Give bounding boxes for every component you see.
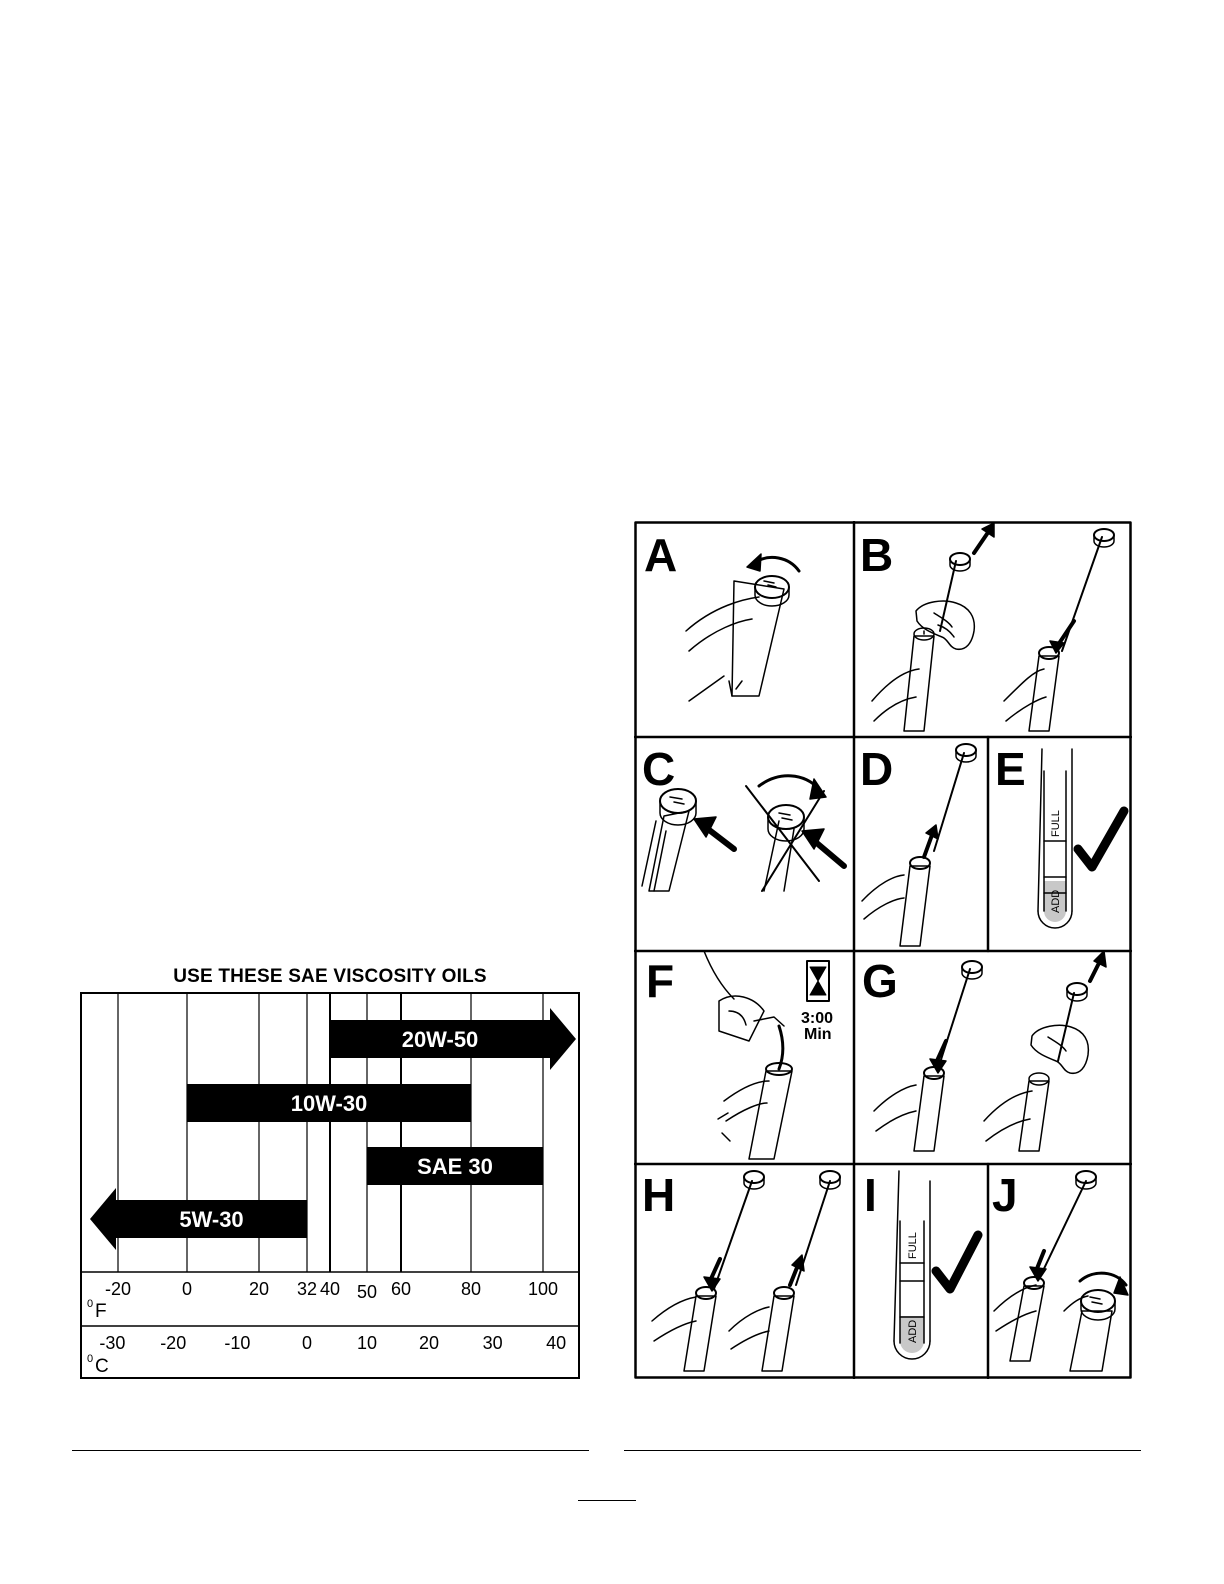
dipstick-full-mark: FULL — [1050, 810, 1062, 837]
c-tick-label: -10 — [224, 1333, 251, 1353]
f-tick-label: 80 — [460, 1279, 482, 1299]
timer-time: 3:00 — [801, 1010, 834, 1027]
step-label-j: J — [992, 1169, 1018, 1221]
f-tick-label: 40 — [319, 1279, 341, 1299]
step-e-dipstick-reading-ok — [1038, 749, 1124, 928]
f-tick-label: 100 — [527, 1279, 559, 1299]
f-tick-label: 50 — [356, 1282, 378, 1302]
step-f-add-oil-illustration — [704, 951, 833, 1159]
divider-left — [72, 1450, 589, 1451]
c-tick-label: -20 — [160, 1333, 187, 1353]
dipstick-full-mark-2: FULL — [907, 1232, 919, 1259]
timer-unit: Min — [804, 1026, 832, 1043]
f-tick-label: 0 — [181, 1279, 193, 1299]
f-tick-label: 20 — [248, 1279, 270, 1299]
oil-check-steps-panel — [634, 521, 1132, 1379]
f-tick-label: 32 — [296, 1279, 318, 1299]
band-label: 20W-50 — [401, 1027, 479, 1052]
band-label: 10W-30 — [290, 1091, 368, 1116]
f-tick-label: 60 — [390, 1279, 412, 1299]
c-tick-label: 10 — [356, 1333, 378, 1353]
step-label-c: C — [642, 743, 676, 795]
band-label: SAE 30 — [417, 1154, 493, 1179]
step-b-wipe-dipstick-illustration — [872, 523, 1114, 731]
celsius-unit: C — [95, 1356, 109, 1377]
f-degree-mark: 0 — [87, 1298, 94, 1310]
step-label-b: B — [860, 529, 894, 581]
band-label: 5W-30 — [179, 1207, 244, 1232]
dipstick-add-mark: ADD — [1050, 889, 1062, 913]
step-label-f: F — [646, 955, 675, 1007]
step-a-remove-cap-illustration — [686, 554, 799, 701]
c-degree-mark: 0 — [87, 1353, 94, 1365]
step-g-check-dipstick-illustration — [874, 951, 1106, 1151]
chart-title: USE THESE SAE VISCOSITY OILS — [173, 966, 487, 987]
fahrenheit-unit: F — [95, 1301, 107, 1322]
divider-right — [624, 1450, 1141, 1451]
dipstick-add-mark-2: ADD — [907, 1319, 919, 1343]
page-number-rule — [578, 1500, 636, 1501]
step-label-e: E — [995, 743, 1026, 795]
c-tick-label: 30 — [482, 1333, 503, 1353]
c-tick-label: -30 — [99, 1333, 126, 1353]
step-label-g: G — [862, 955, 898, 1007]
c-tick-label: 40 — [546, 1333, 567, 1353]
step-label-a: A — [644, 529, 678, 581]
c-tick-label: 0 — [301, 1333, 313, 1353]
step-label-h: H — [642, 1169, 676, 1221]
step-i-dipstick-reading-ok — [894, 1171, 978, 1359]
step-h-reinsert-dipstick-illustration — [652, 1171, 840, 1371]
f-tick-label: -20 — [104, 1279, 132, 1299]
c-tick-label: 20 — [418, 1333, 440, 1353]
step-label-i: I — [864, 1169, 877, 1221]
viscosity-chart — [80, 992, 580, 1380]
step-label-d: D — [860, 743, 894, 795]
